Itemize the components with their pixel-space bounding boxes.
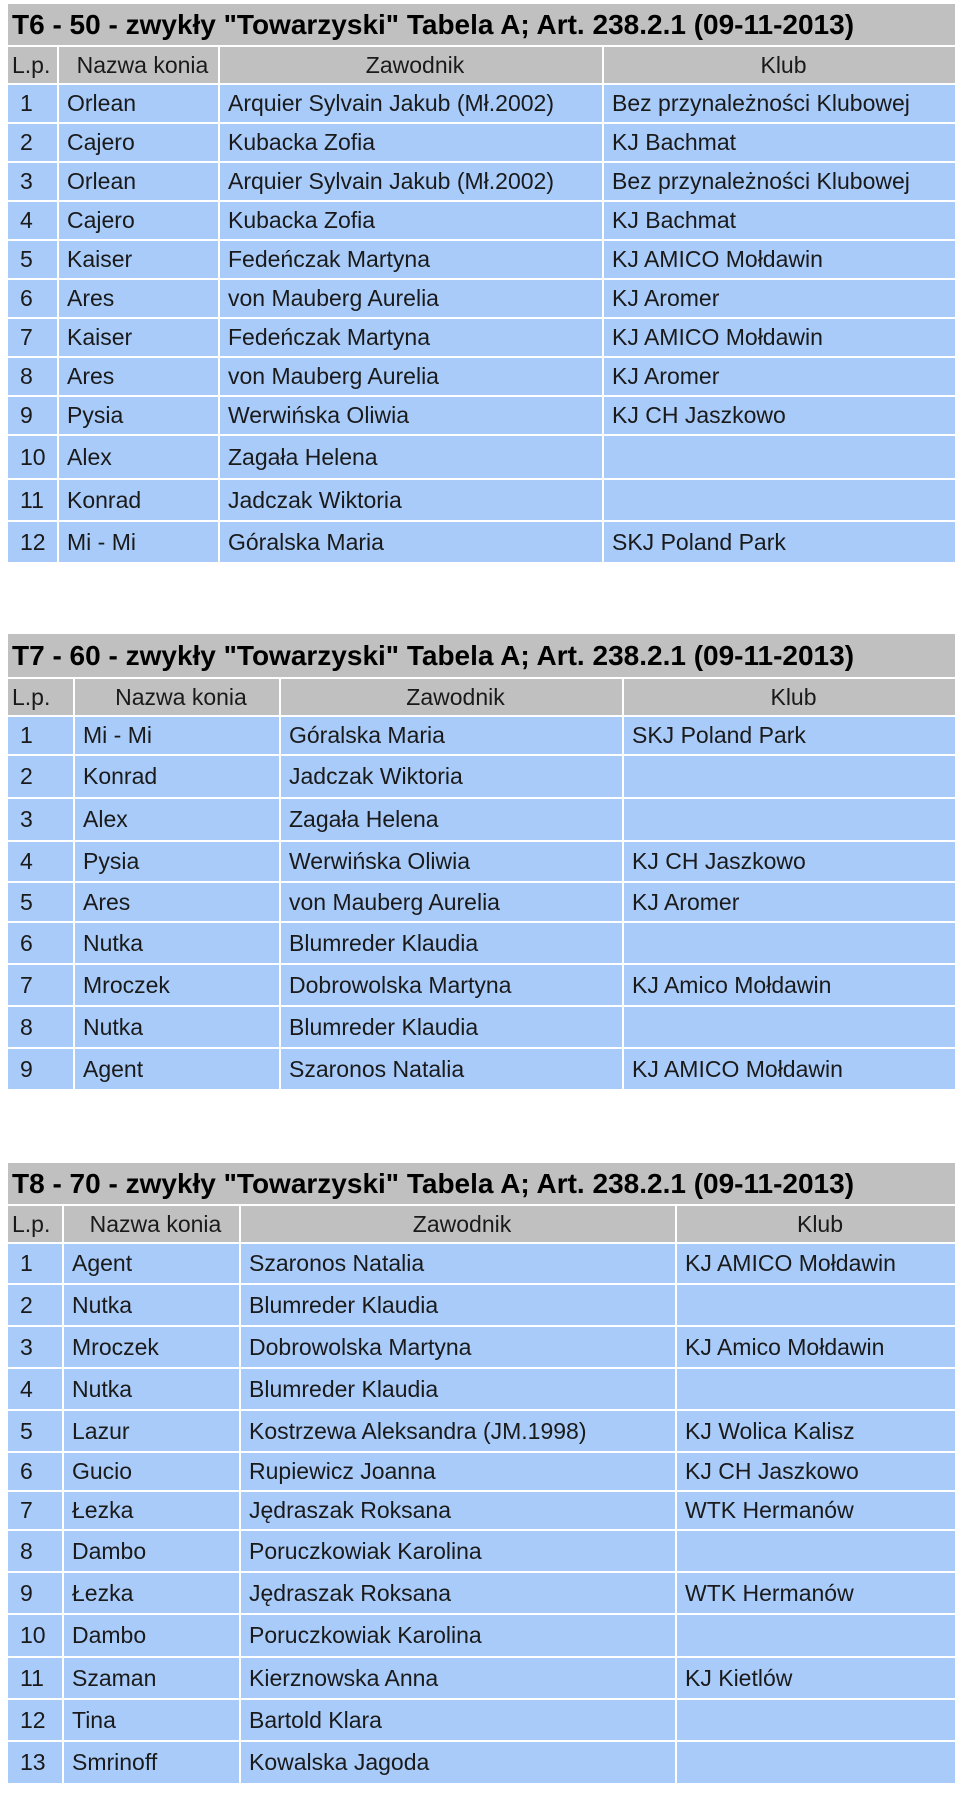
cell-lp: 4 [8, 841, 74, 882]
table-row [8, 716, 955, 755]
table-row [8, 1699, 955, 1741]
cell-lp: 8 [8, 1006, 74, 1048]
cell-club [623, 798, 955, 841]
cell-lp: 10 [8, 1614, 63, 1657]
table-row [8, 1326, 955, 1368]
header-lp: L.p. [8, 1205, 63, 1243]
cell-club: KJ CH Jaszkowo [623, 841, 955, 882]
cell-club [603, 479, 955, 521]
results-table-t7 [8, 634, 955, 1091]
table-row [8, 318, 955, 357]
cell-lp: 3 [8, 798, 74, 841]
cell-club [676, 1614, 955, 1657]
cell-rider: Jędraszak Roksana [240, 1491, 676, 1530]
header-club: Klub [676, 1205, 955, 1243]
table-row [8, 435, 955, 479]
cell-lp: 5 [8, 240, 58, 279]
cell-horse: Pysia [58, 396, 219, 435]
header-rider: Zawodnik [280, 678, 623, 716]
cell-club [623, 1006, 955, 1048]
cell-horse: Nutka [63, 1284, 240, 1326]
cell-rider: Jędraszak Roksana [240, 1572, 676, 1614]
cell-lp: 11 [8, 1657, 63, 1699]
cell-rider: Rupiewicz Joanna [240, 1452, 676, 1491]
cell-horse: Pysia [74, 841, 280, 882]
cell-rider: Jadczak Wiktoria [280, 755, 623, 798]
cell-lp: 7 [8, 1491, 63, 1530]
cell-lp: 9 [8, 1572, 63, 1614]
cell-horse: Alex [58, 435, 219, 479]
header-rider: Zawodnik [240, 1205, 676, 1243]
cell-club: WTK Hermanów [676, 1572, 955, 1614]
cell-rider: Fedeńczak Martyna [219, 240, 603, 279]
cell-horse: Lazur [63, 1410, 240, 1452]
cell-club [676, 1699, 955, 1741]
cell-lp: 6 [8, 1452, 63, 1491]
cell-club: KJ Bachmat [603, 201, 955, 240]
cell-horse: Ares [58, 279, 219, 318]
cell-lp: 10 [8, 435, 58, 479]
cell-rider: von Mauberg Aurelia [219, 357, 603, 396]
cell-lp: 5 [8, 882, 74, 922]
cell-rider: von Mauberg Aurelia [219, 279, 603, 318]
cell-horse: Konrad [74, 755, 280, 798]
table-title: T7 - 60 - zwykły "Towarzyski" Tabela A; Art. 238.2.1 (09-11-2013) [8, 634, 955, 678]
cell-horse: Mi - Mi [58, 521, 219, 563]
cell-rider: Góralska Maria [280, 716, 623, 755]
cell-rider: Kowalska Jagoda [240, 1741, 676, 1784]
cell-horse: Smrinoff [63, 1741, 240, 1784]
cell-lp: 2 [8, 1284, 63, 1326]
cell-rider: Poruczkowiak Karolina [240, 1614, 676, 1657]
cell-club [676, 1284, 955, 1326]
table-row [8, 1368, 955, 1410]
cell-horse: Cajero [58, 201, 219, 240]
cell-horse: Łezka [63, 1572, 240, 1614]
cell-rider: Bartold Klara [240, 1699, 676, 1741]
cell-lp: 1 [8, 1243, 63, 1284]
cell-lp: 9 [8, 1048, 74, 1090]
table-row [8, 755, 955, 798]
cell-rider: Werwińska Oliwia [219, 396, 603, 435]
cell-club: SKJ Poland Park [623, 716, 955, 755]
table-row [8, 240, 955, 279]
cell-club: KJ AMICO Mołdawin [603, 240, 955, 279]
header-club: Klub [623, 678, 955, 716]
table-row [8, 1572, 955, 1614]
cell-rider: Blumreder Klaudia [280, 1006, 623, 1048]
header-club: Klub [603, 46, 955, 84]
cell-lp: 1 [8, 716, 74, 755]
table-row [8, 1530, 955, 1572]
cell-horse: Orlean [58, 162, 219, 201]
cell-rider: Zagała Helena [219, 435, 603, 479]
cell-horse: Tina [63, 1699, 240, 1741]
cell-horse: Nutka [74, 922, 280, 964]
cell-club [676, 1530, 955, 1572]
cell-club: KJ Wolica Kalisz [676, 1410, 955, 1452]
cell-lp: 9 [8, 396, 58, 435]
cell-horse: Nutka [63, 1368, 240, 1410]
cell-lp: 4 [8, 201, 58, 240]
table-row [8, 162, 955, 201]
results-table-t8 [8, 1163, 955, 1785]
cell-lp: 4 [8, 1368, 63, 1410]
cell-rider: Szaronos Natalia [240, 1243, 676, 1284]
cell-horse: Gucio [63, 1452, 240, 1491]
cell-lp: 12 [8, 521, 58, 563]
cell-club [603, 435, 955, 479]
cell-lp: 6 [8, 279, 58, 318]
cell-club: KJ Aromer [603, 279, 955, 318]
cell-rider: Zagała Helena [280, 798, 623, 841]
cell-horse: Agent [74, 1048, 280, 1090]
table-row [8, 84, 955, 123]
cell-horse: Dambo [63, 1530, 240, 1572]
cell-club [676, 1368, 955, 1410]
cell-lp: 12 [8, 1699, 63, 1741]
cell-lp: 13 [8, 1741, 63, 1784]
table-row [8, 201, 955, 240]
cell-club: KJ CH Jaszkowo [676, 1452, 955, 1491]
table-row [8, 922, 955, 964]
cell-horse: Szaman [63, 1657, 240, 1699]
cell-club [623, 755, 955, 798]
cell-club: Bez przynależności Klubowej [603, 162, 955, 201]
cell-rider: Blumreder Klaudia [240, 1284, 676, 1326]
cell-rider: Jadczak Wiktoria [219, 479, 603, 521]
cell-horse: Kaiser [58, 240, 219, 279]
cell-horse: Ares [74, 882, 280, 922]
table-row [8, 798, 955, 841]
table-row [8, 1410, 955, 1452]
cell-rider: Blumreder Klaudia [280, 922, 623, 964]
cell-horse: Agent [63, 1243, 240, 1284]
table-row [8, 964, 955, 1006]
cell-lp: 6 [8, 922, 74, 964]
header-rider: Zawodnik [219, 46, 603, 84]
cell-lp: 3 [8, 162, 58, 201]
cell-horse: Dambo [63, 1614, 240, 1657]
cell-lp: 2 [8, 123, 58, 162]
table [8, 4, 955, 564]
cell-rider: Fedeńczak Martyna [219, 318, 603, 357]
cell-lp: 2 [8, 755, 74, 798]
cell-club: SKJ Poland Park [603, 521, 955, 563]
table-row [8, 882, 955, 922]
cell-rider: Werwińska Oliwia [280, 841, 623, 882]
cell-rider: von Mauberg Aurelia [280, 882, 623, 922]
table-row [8, 479, 955, 521]
cell-rider: Dobrowolska Martyna [240, 1326, 676, 1368]
header-horse: Nazwa konia [63, 1205, 240, 1243]
table-title: T8 - 70 - zwykły "Towarzyski" Tabela A; Art. 238.2.1 (09-11-2013) [8, 1163, 955, 1205]
cell-club [676, 1741, 955, 1784]
cell-lp: 8 [8, 357, 58, 396]
cell-club: WTK Hermanów [676, 1491, 955, 1530]
header-horse: Nazwa konia [58, 46, 219, 84]
cell-club: KJ Aromer [603, 357, 955, 396]
cell-club: Bez przynależności Klubowej [603, 84, 955, 123]
table [8, 634, 955, 1091]
cell-rider: Góralska Maria [219, 521, 603, 563]
table-row [8, 1243, 955, 1284]
table-row [8, 1006, 955, 1048]
cell-club: KJ Amico Mołdawin [676, 1326, 955, 1368]
table-row [8, 1284, 955, 1326]
cell-rider: Blumreder Klaudia [240, 1368, 676, 1410]
cell-club [623, 922, 955, 964]
cell-club: KJ Kietlów [676, 1657, 955, 1699]
table-row [8, 1741, 955, 1784]
cell-lp: 3 [8, 1326, 63, 1368]
table [8, 1163, 955, 1785]
cell-club: KJ AMICO Mołdawin [676, 1243, 955, 1284]
cell-horse: Nutka [74, 1006, 280, 1048]
table-row [8, 841, 955, 882]
cell-club: KJ Amico Mołdawin [623, 964, 955, 1006]
table-row [8, 357, 955, 396]
cell-horse: Orlean [58, 84, 219, 123]
cell-club: KJ Bachmat [603, 123, 955, 162]
header-lp: L.p. [8, 46, 58, 84]
cell-rider: Kostrzewa Aleksandra (JM.1998) [240, 1410, 676, 1452]
header-horse: Nazwa konia [74, 678, 280, 716]
cell-horse: Cajero [58, 123, 219, 162]
cell-horse: Mi - Mi [74, 716, 280, 755]
table-row [8, 1452, 955, 1491]
cell-rider: Poruczkowiak Karolina [240, 1530, 676, 1572]
cell-rider: Dobrowolska Martyna [280, 964, 623, 1006]
cell-lp: 8 [8, 1530, 63, 1572]
cell-club: KJ AMICO Mołdawin [623, 1048, 955, 1090]
cell-horse: Ares [58, 357, 219, 396]
cell-lp: 1 [8, 84, 58, 123]
cell-lp: 5 [8, 1410, 63, 1452]
cell-lp: 7 [8, 318, 58, 357]
table-row [8, 1048, 955, 1090]
cell-rider: Arquier Sylvain Jakub (Mł.2002) [219, 162, 603, 201]
table-row [8, 396, 955, 435]
table-row [8, 1491, 955, 1530]
cell-lp: 11 [8, 479, 58, 521]
cell-rider: Arquier Sylvain Jakub (Mł.2002) [219, 84, 603, 123]
cell-horse: Łezka [63, 1491, 240, 1530]
cell-lp: 7 [8, 964, 74, 1006]
cell-rider: Szaronos Natalia [280, 1048, 623, 1090]
cell-horse: Mroczek [63, 1326, 240, 1368]
table-row [8, 279, 955, 318]
table-row [8, 1657, 955, 1699]
table-row [8, 1614, 955, 1657]
cell-horse: Konrad [58, 479, 219, 521]
table-row [8, 521, 955, 563]
cell-rider: Kierznowska Anna [240, 1657, 676, 1699]
cell-horse: Kaiser [58, 318, 219, 357]
cell-club: KJ AMICO Mołdawin [603, 318, 955, 357]
cell-rider: Kubacka Zofia [219, 201, 603, 240]
table-title: T6 - 50 - zwykły "Towarzyski" Tabela A; Art. 238.2.1 (09-11-2013) [8, 4, 955, 46]
cell-horse: Mroczek [74, 964, 280, 1006]
results-table-t6 [8, 4, 955, 564]
cell-rider: Kubacka Zofia [219, 123, 603, 162]
table-row [8, 123, 955, 162]
cell-club: KJ Aromer [623, 882, 955, 922]
cell-horse: Alex [74, 798, 280, 841]
cell-club: KJ CH Jaszkowo [603, 396, 955, 435]
header-lp: L.p. [8, 678, 74, 716]
